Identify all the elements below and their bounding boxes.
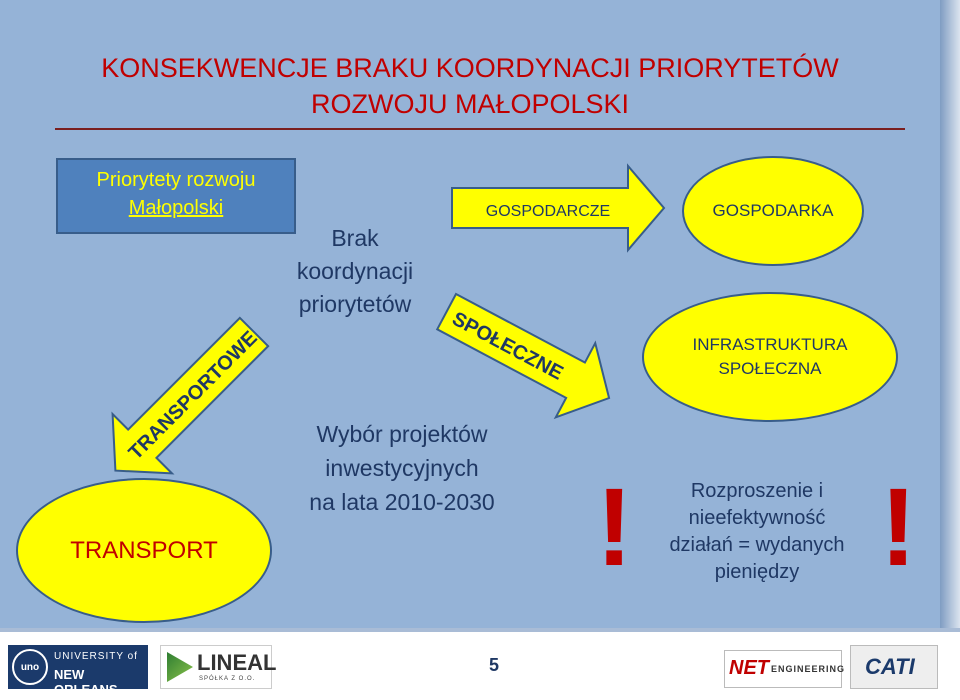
economy-label: GOSPODARKA	[712, 201, 834, 220]
uno-logo-line-1: UNIVERSITY of	[54, 651, 138, 662]
cati-logo-name: CATI	[865, 654, 915, 679]
transport-label: TRANSPORT	[70, 536, 218, 564]
transport-arrow-label: TRANSPORTOWE	[124, 327, 262, 465]
lineal-logo	[160, 645, 277, 689]
lack-line-3: priorytetów	[298, 291, 412, 317]
priorities-line-2: Małopolski	[128, 197, 224, 219]
warning-line-1: Rozproszenie i	[690, 480, 824, 502]
warning-line-4: pieniędzy	[714, 561, 800, 583]
infra-label-line-1: INFRASTRUKTURA	[692, 335, 848, 354]
exclamation-mark-right: !	[880, 466, 917, 589]
university-of-new-orleans-logo	[8, 645, 148, 697]
net-engineering-logo	[724, 650, 846, 688]
lineal-logo-name: LINEAL	[197, 650, 277, 675]
social-infrastructure-ellipse	[642, 292, 898, 422]
lineal-logo-sub: SPÓŁKA Z O.O.	[199, 676, 256, 682]
economic-arrow-label: GOSPODARCZE	[485, 203, 611, 220]
economy-ellipse	[682, 156, 864, 266]
selection-line-2: inwestycyjnych	[325, 455, 479, 481]
lack-line-2: koordynacji	[296, 258, 414, 284]
uno-logo-line-2: NEW ORLEANS	[54, 667, 118, 697]
social-arrow-label: SPOŁECZNE	[448, 307, 567, 385]
exclamation-mark-left: !	[596, 466, 633, 589]
uno-seal-icon: uno	[12, 649, 48, 685]
net-logo-name: NET	[729, 657, 769, 679]
page-number: 5	[488, 655, 499, 675]
cati-logo	[850, 645, 938, 689]
lack-line-1: Brak	[331, 225, 379, 251]
warning-line-3: działań = wydanych	[669, 534, 845, 556]
priorities-line-1: Priorytety rozwoju	[96, 169, 256, 191]
dispersion-warning-text	[632, 478, 882, 586]
selection-line-1: Wybór projektów	[316, 421, 488, 447]
net-logo-sub: ENGINEERING	[771, 664, 846, 674]
warning-line-2: nieefektywność	[688, 507, 826, 529]
lineal-mark-icon	[167, 652, 193, 682]
selection-line-3: na lata 2010-2030	[309, 489, 495, 515]
infra-label-line-2: SPOŁECZNA	[718, 359, 822, 378]
project-selection-text	[262, 417, 542, 519]
slide-title-line-1: KONSEKWENCJE BRAKU KOORDYNACJI PRIORYTETÓW	[101, 53, 839, 83]
transport-ellipse	[16, 478, 272, 623]
slide-title-line-2: ROZWOJU MAŁOPOLSKI	[310, 89, 630, 119]
